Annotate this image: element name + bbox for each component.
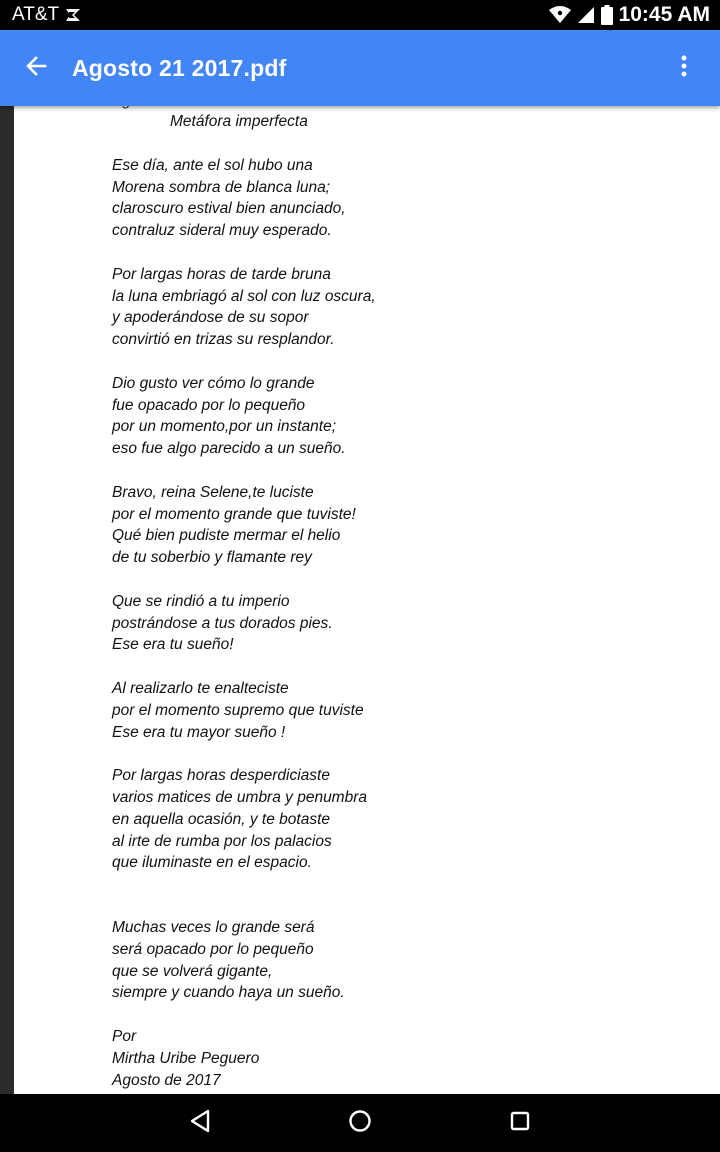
signal-icon xyxy=(577,6,595,24)
app-bar xyxy=(0,30,720,106)
poem-line: Mirtha Uribe Peguero xyxy=(112,1049,260,1067)
poem-line: al irte de rumba por los palacios xyxy=(112,832,332,850)
poem-stanza xyxy=(112,917,376,1004)
nav-recents-button[interactable] xyxy=(495,1098,545,1148)
arrow-left-icon xyxy=(25,55,47,82)
battery-icon xyxy=(601,5,613,25)
home-circle-icon xyxy=(348,1109,372,1138)
poem-line: Por largas horas de tarde bruna xyxy=(112,265,331,283)
poem-line: y apoderándose de su sopor xyxy=(112,309,309,327)
more-vert-icon xyxy=(680,54,688,83)
poem-line: de tu soberbio y flamante rey xyxy=(112,549,312,567)
poem-line: postrándose a tus dorados pies. xyxy=(112,614,333,632)
poem-stanza xyxy=(112,591,376,656)
carrier-label: AT&T xyxy=(12,4,60,25)
notification-icon xyxy=(65,7,81,23)
overflow-menu-button[interactable] xyxy=(648,30,720,106)
recents-square-icon xyxy=(509,1110,531,1137)
poem-stanza xyxy=(112,678,376,743)
poem-line: que se volverá gigante, xyxy=(112,962,273,980)
poem-stanza xyxy=(112,1026,376,1091)
poem-line: Bravo, reina Selene,te luciste xyxy=(112,483,314,501)
poem-stanza xyxy=(112,155,376,242)
poem-line: será opacado por lo pequeño xyxy=(112,940,314,958)
poem-line: siempre y cuando haya un sueño. xyxy=(112,984,345,1002)
pdf-viewer[interactable] xyxy=(0,106,720,1094)
poem-line: contraluz sideral muy esperado. xyxy=(112,222,332,240)
poem-line: claroscuro estival bien anunciado, xyxy=(112,200,346,218)
poem-line: Muchas veces lo grande será xyxy=(112,919,315,937)
poem-text xyxy=(112,90,376,1091)
poem-line: Por xyxy=(112,1028,137,1046)
stanzas xyxy=(112,155,376,1092)
poem-line: Dio gusto ver cómo lo grande xyxy=(112,374,315,392)
poem-line: Al realizarlo te enalteciste xyxy=(112,679,289,697)
poem-line: varios matices de umbra y penumbra xyxy=(112,788,368,806)
poem-line: Ese era tu mayor sueño ! xyxy=(112,723,286,741)
poem-stanza xyxy=(112,373,376,460)
poem-line: por el momento grande que tuviste! xyxy=(112,505,356,523)
document-title: Agosto 21 2017.pdf xyxy=(72,54,287,81)
poem-line: Ese era tu sueño! xyxy=(112,636,234,654)
pdf-page[interactable] xyxy=(14,90,720,1100)
navigation-bar xyxy=(0,1094,720,1152)
back-button[interactable] xyxy=(0,30,72,106)
poem-line: eso fue algo parecido a un sueño. xyxy=(112,440,346,458)
wifi-icon xyxy=(549,6,571,24)
poem-line: que iluminaste en el espacio. xyxy=(112,854,312,872)
nav-back-button[interactable] xyxy=(175,1098,225,1148)
poem-line: Ese día, ante el sol hubo una xyxy=(112,156,313,174)
poem-line: Morena sombra de blanca luna; xyxy=(112,178,330,196)
clock: 10:45 AM xyxy=(618,3,710,26)
nav-home-button[interactable] xyxy=(335,1098,385,1148)
poem-stanza xyxy=(112,482,376,569)
back-triangle-icon xyxy=(189,1109,211,1138)
poem-line: Qué bien pudiste mermar el helio xyxy=(112,527,341,545)
poem-line: por un momento,por un instante; xyxy=(112,418,337,436)
poem-title: Metáfora imperfecta xyxy=(170,113,308,130)
poem-line: Que se rindió a tu imperio xyxy=(112,592,290,610)
poem-stanza xyxy=(112,765,376,874)
status-bar xyxy=(0,0,720,30)
poem-line: fue opacado por lo pequeño xyxy=(112,396,306,414)
poem-stanza xyxy=(112,264,376,351)
poem-line: por el momento supremo que tuviste xyxy=(112,701,364,719)
poem-line: en aquella ocasión, y te botaste xyxy=(112,810,331,828)
poem-line: la luna embriagó al sol con luz oscura, xyxy=(112,287,376,305)
poem-line: Por largas horas desperdiciaste xyxy=(112,767,330,785)
poem-line: Agosto de 2017 xyxy=(112,1071,221,1089)
poem-line: convirtió en trizas su resplandor. xyxy=(112,331,335,349)
